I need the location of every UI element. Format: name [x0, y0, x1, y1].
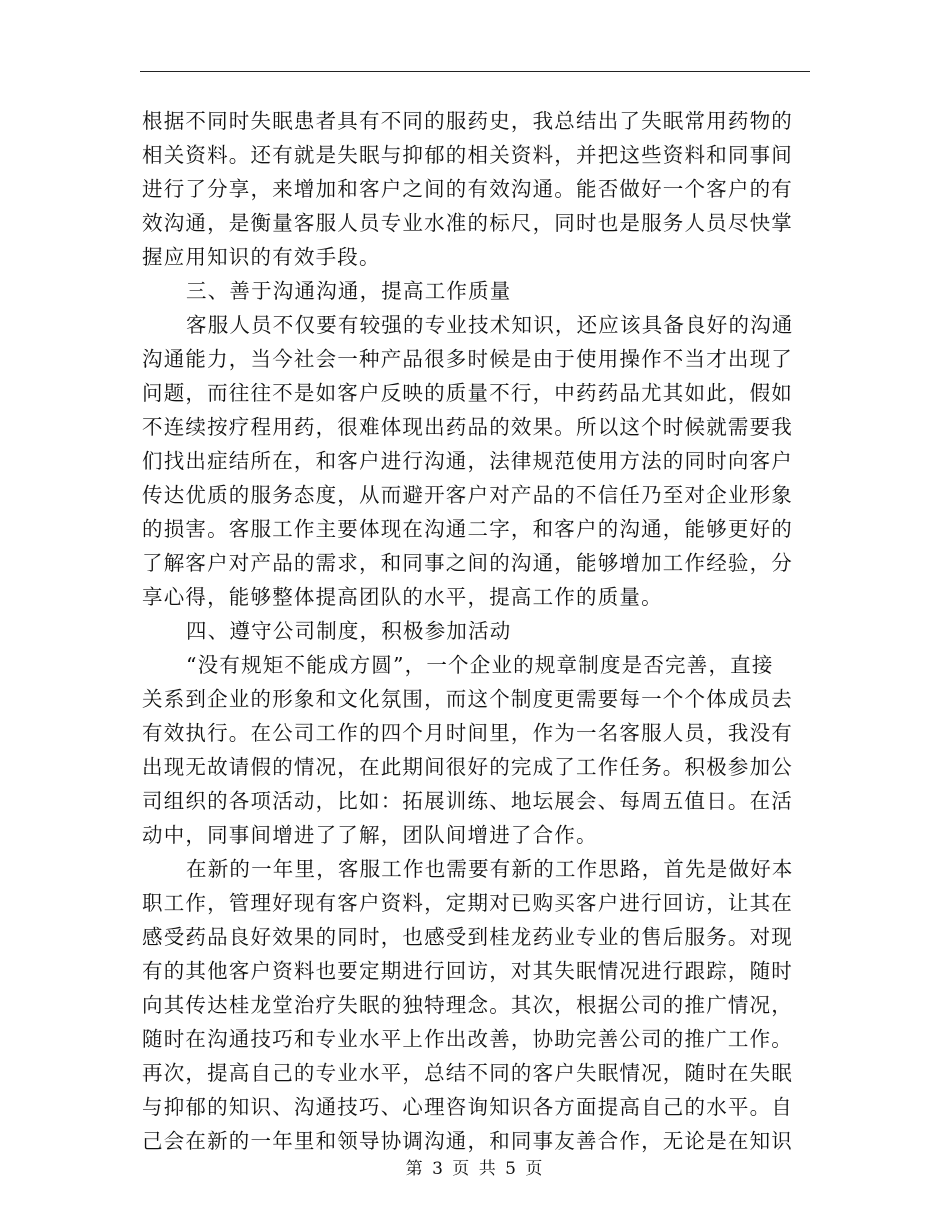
body-line: 传达优质的服务态度，从而避开客户对产品的不信任乃至对企业形象 [142, 483, 793, 507]
body-line: 出现无故请假的情况，在此期间很好的完成了工作任务。积极参加公 [142, 755, 793, 779]
paragraph-start: 客服人员不仅要有较强的专业技术知识，还应该具备良好的沟通 [186, 313, 794, 337]
body-line: 司组织的各项活动，比如：拓展训练、地坛展会、每周五值日。在活 [142, 789, 793, 813]
body-line: 沟通能力，当今社会一种产品很多时候是由于使用操作不当才出现了 [142, 347, 793, 371]
body-line: 有效执行。在公司工作的四个月时间里，作为一名客服人员，我没有 [142, 721, 793, 745]
body-line: 进行了分享，来增加和客户之间的有效沟通。能否做好一个客户的有 [142, 177, 793, 201]
body-line: 再次，提高自己的专业水平，总结不同的客户失眠情况，随时在失眠 [142, 1061, 793, 1085]
body-line: 相关资料。还有就是失眠与抑郁的相关资料，并把这些资料和同事间 [142, 143, 793, 167]
body-line: 与抑郁的知识、沟通技巧、心理咨询知识各方面提高自己的水平。自 [142, 1095, 793, 1119]
document-body [142, 104, 810, 1158]
body-line: 随时在沟通技巧和专业水平上作出改善，协助完善公司的推广工作。 [142, 1027, 793, 1051]
body-line: 不连续按疗程用药，很难体现出药品的效果。所以这个时候就需要我 [142, 415, 793, 439]
body-line: 己会在新的一年里和领导协调沟通，和同事友善合作，无论是在知识 [142, 1129, 793, 1153]
body-line: 根据不同时失眠患者具有不同的服药史，我总结出了失眠常用药物的 [142, 109, 793, 133]
body-line: 了解客户对产品的需求，和同事之间的沟通，能够增加工作经验，分 [142, 551, 793, 575]
body-line: 职工作，管理好现有客户资料，定期对已购买客户进行回访，让其在 [142, 891, 793, 915]
page-number: 第 3 页 共 5 页 [405, 1159, 545, 1179]
body-line: 感受药品良好效果的同时，也感受到桂龙药业专业的售后服务。对现 [142, 925, 793, 949]
paragraph-start: 在新的一年里，客服工作也需要有新的工作思路，首先是做好本 [186, 857, 794, 881]
body-line: 向其传达桂龙堂治疗失眠的独特理念。其次，根据公司的推广情况， [142, 993, 793, 1017]
body-line: 动中，同事间增进了了解，团队间增进了合作。 [142, 823, 598, 847]
body-line: 有的其他客户资料也要定期进行回访，对其失眠情况进行跟踪，随时 [142, 959, 793, 983]
header-rule [140, 71, 810, 72]
section-heading-4: 四、遵守公司制度，积极参加活动 [186, 619, 512, 643]
section-heading-3: 三、善于沟通沟通，提高工作质量 [186, 279, 512, 303]
body-line: 享心得，能够整体提高团队的水平，提高工作的质量。 [142, 585, 663, 609]
paragraph-start: “没有规矩不能成方圆”，一个企业的规章制度是否完善，直接 [186, 653, 774, 677]
body-line: 握应用知识的有效手段。 [142, 245, 381, 269]
body-line: 关系到企业的形象和文化氛围，而这个制度更需要每一个个体成员去 [142, 687, 793, 711]
body-line: 们找出症结所在，和客户进行沟通，法律规范使用方法的同时向客户 [142, 449, 793, 473]
body-line: 问题，而往往不是如客户反映的质量不行，中药药品尤其如此，假如 [142, 381, 793, 405]
body-line: 效沟通，是衡量客服人员专业水准的标尺，同时也是服务人员尽快掌 [142, 211, 793, 235]
body-line: 的损害。客服工作主要体现在沟通二字，和客户的沟通，能够更好的 [142, 517, 793, 541]
